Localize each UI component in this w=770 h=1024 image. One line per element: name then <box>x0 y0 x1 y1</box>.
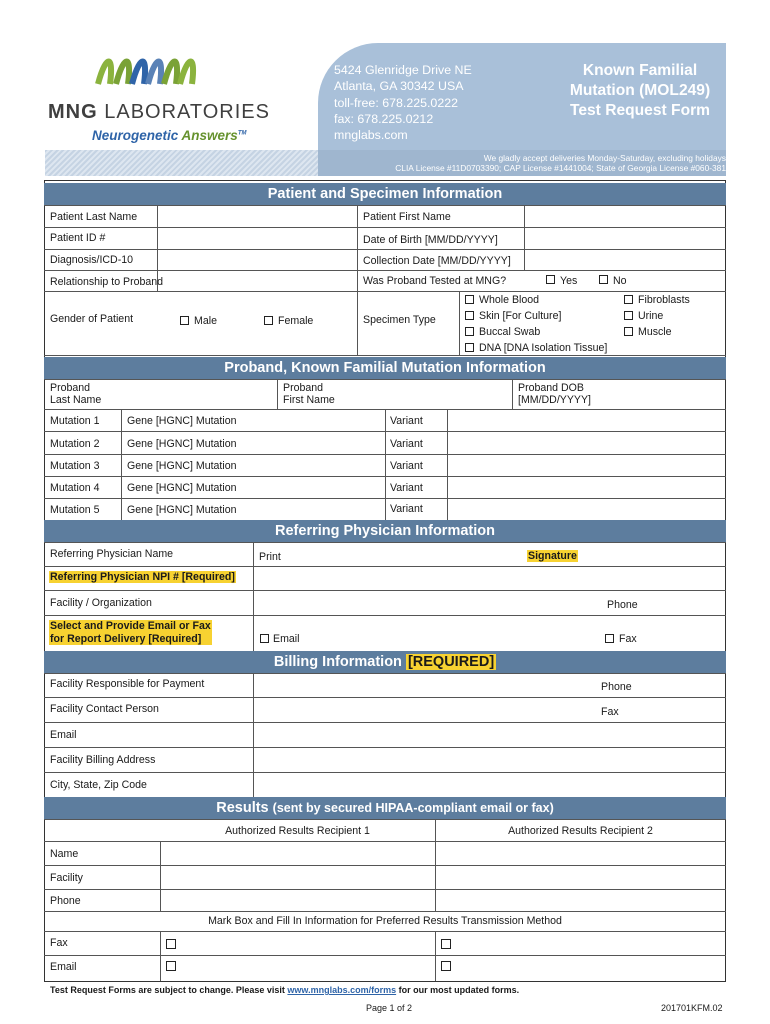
section-physician: Referring Physician Information <box>44 520 726 542</box>
whole-blood-checkbox[interactable] <box>465 295 474 304</box>
label-male: Male <box>194 315 217 327</box>
label-physician-fax: Fax <box>619 633 637 645</box>
female-checkbox[interactable] <box>264 316 273 325</box>
label-results-facility: Facility <box>50 872 83 884</box>
label-gene-5: Gene [HGNC] Mutation <box>127 504 237 516</box>
label-billing-address: Facility Billing Address <box>50 754 156 766</box>
forms-link[interactable]: www.mnglabs.com/forms <box>287 985 397 995</box>
footer-notice: Test Request Forms are subject to change. Please visit www.mnglabs.com/forms for our most updated forms. <box>50 985 520 995</box>
label-print: Print <box>259 551 281 563</box>
label-collection-date: Collection Date [MM/DD/YYYY] <box>363 255 511 267</box>
mng-logo-icon <box>92 50 212 92</box>
fibroblasts-checkbox[interactable] <box>624 295 633 304</box>
label-physician-phone: Phone <box>607 599 638 611</box>
buccal-swab-checkbox[interactable] <box>465 327 474 336</box>
label-patient-first-name: Patient First Name <box>363 211 451 223</box>
label-fibroblasts: Fibroblasts <box>638 294 690 306</box>
label-mutation-2: Mutation 2 <box>50 438 100 450</box>
label-mutation-5: Mutation 5 <box>50 504 100 516</box>
address-street: 5424 Glenridge Drive NE <box>334 63 472 77</box>
label-physician-name: Referring Physician Name <box>50 548 174 560</box>
label-variant-1: Variant <box>390 415 423 427</box>
label-female: Female <box>278 315 314 327</box>
label-results-phone: Phone <box>50 895 81 907</box>
label-patient-id: Patient ID # <box>50 232 106 244</box>
urine-checkbox[interactable] <box>624 311 633 320</box>
label-results-email: Email <box>50 961 77 973</box>
label-buccal-swab: Buccal Swab <box>479 326 541 338</box>
label-gender: Gender of Patient <box>50 313 134 325</box>
label-variant-4: Variant <box>390 482 423 494</box>
label-billing-contact: Facility Contact Person <box>50 703 159 715</box>
label-billing-responsible: Facility Responsible for Payment <box>50 678 205 690</box>
dna-checkbox[interactable] <box>465 343 474 352</box>
label-gene-1: Gene [HGNC] Mutation <box>127 415 237 427</box>
form-title: Known Familial Mutation (MOL249) Test Request Form <box>569 62 711 119</box>
address-city: Atlanta, GA 30342 USA <box>334 79 464 94</box>
address-tollfree: toll-free: 678.225.0222 <box>334 95 458 110</box>
recipient-1-fax-checkbox[interactable] <box>166 939 176 949</box>
address-fax: fax: 678.225.0212 <box>334 111 434 126</box>
label-proband-last-name: Proband Last Name <box>50 382 102 406</box>
label-billing-email: Email <box>50 729 77 741</box>
delivery-notice: We gladly accept deliveries Monday-Saturday, excluding holidays CLIA License #11D0703390; CAP License #1441004; State of Georgia License #060-381 <box>395 153 726 173</box>
label-proband-tested: Was Proband Tested at MNG? <box>363 275 507 287</box>
label-delivery-required: Select and Provide Email or Fax for Report Delivery [Required] <box>50 620 211 645</box>
label-physician-email: Email <box>273 633 300 645</box>
section-results: Results (sent by secured HIPAA-compliant email or fax) <box>44 797 726 819</box>
recipient-1-email-checkbox[interactable] <box>166 961 176 971</box>
label-specimen-type: Specimen Type <box>363 314 436 326</box>
label-npi-required: Referring Physician NPI # [Required] <box>50 571 235 583</box>
label-gene-4: Gene [HGNC] Mutation <box>127 482 237 494</box>
yes-checkbox[interactable] <box>546 275 555 284</box>
label-yes: Yes <box>560 275 578 287</box>
label-gene-2: Gene [HGNC] Mutation <box>127 438 237 450</box>
male-checkbox[interactable] <box>180 316 189 325</box>
label-facility-organization: Facility / Organization <box>50 597 152 609</box>
label-diagnosis: Diagnosis/ICD-10 <box>50 254 134 266</box>
logo-tagline: Neurogenetic Answers™ <box>92 128 247 143</box>
label-patient-last-name: Patient Last Name <box>50 211 138 223</box>
label-results-fax: Fax <box>50 937 68 949</box>
muscle-checkbox[interactable] <box>624 327 633 336</box>
lab-address <box>334 62 472 143</box>
label-results-name: Name <box>50 848 79 860</box>
label-dna: DNA [DNA Isolation Tissue] <box>479 342 608 354</box>
label-gene-3: Gene [HGNC] Mutation <box>127 460 237 472</box>
recipient-2-fax-checkbox[interactable] <box>441 939 451 949</box>
label-whole-blood: Whole Blood <box>479 294 540 306</box>
label-variant-3: Variant <box>390 460 423 472</box>
label-urine: Urine <box>638 310 664 322</box>
section-billing: Billing Information [REQUIRED] <box>44 651 726 673</box>
label-variant-5: Variant <box>390 503 423 515</box>
form-code: 201701KFM.02 <box>661 1003 723 1013</box>
label-billing-city: City, State, Zip Code <box>50 779 147 791</box>
physician-fax-checkbox[interactable] <box>605 634 614 643</box>
label-no: No <box>613 275 627 287</box>
label-transmission-method: Mark Box and Fill In Information for Preferred Results Transmission Method <box>208 915 562 927</box>
skin-checkbox[interactable] <box>465 311 474 320</box>
physician-email-checkbox[interactable] <box>260 634 269 643</box>
label-dob: Date of Birth [MM/DD/YYYY] <box>363 234 498 246</box>
label-recipient-1: Authorized Results Recipient 1 <box>225 825 370 837</box>
recipient-2-email-checkbox[interactable] <box>441 961 451 971</box>
section-proband: Proband, Known Familial Mutation Information <box>44 357 726 379</box>
label-muscle: Muscle <box>638 326 672 338</box>
label-proband-first-name: Proband First Name <box>283 382 335 406</box>
label-billing-fax: Fax <box>601 706 619 718</box>
label-billing-phone: Phone <box>601 681 632 693</box>
label-recipient-2: Authorized Results Recipient 2 <box>508 825 653 837</box>
label-signature: Signature <box>528 550 577 562</box>
no-checkbox[interactable] <box>599 275 608 284</box>
address-website[interactable]: mnglabs.com <box>334 128 408 143</box>
label-mutation-4: Mutation 4 <box>50 482 100 494</box>
label-relationship: Relationship to Proband <box>50 276 164 288</box>
page-number: Page 1 of 2 <box>366 1003 413 1013</box>
label-proband-dob: Proband DOB [MM/DD/YYYY] <box>518 382 591 406</box>
label-variant-2: Variant <box>390 438 423 450</box>
label-mutation-1: Mutation 1 <box>50 415 100 427</box>
label-skin: Skin [For Culture] <box>479 310 562 322</box>
section-patient: Patient and Specimen Information <box>44 183 726 205</box>
label-mutation-3: Mutation 3 <box>50 460 100 472</box>
logo-wordmark: MNG LABORATORIES <box>48 101 270 123</box>
